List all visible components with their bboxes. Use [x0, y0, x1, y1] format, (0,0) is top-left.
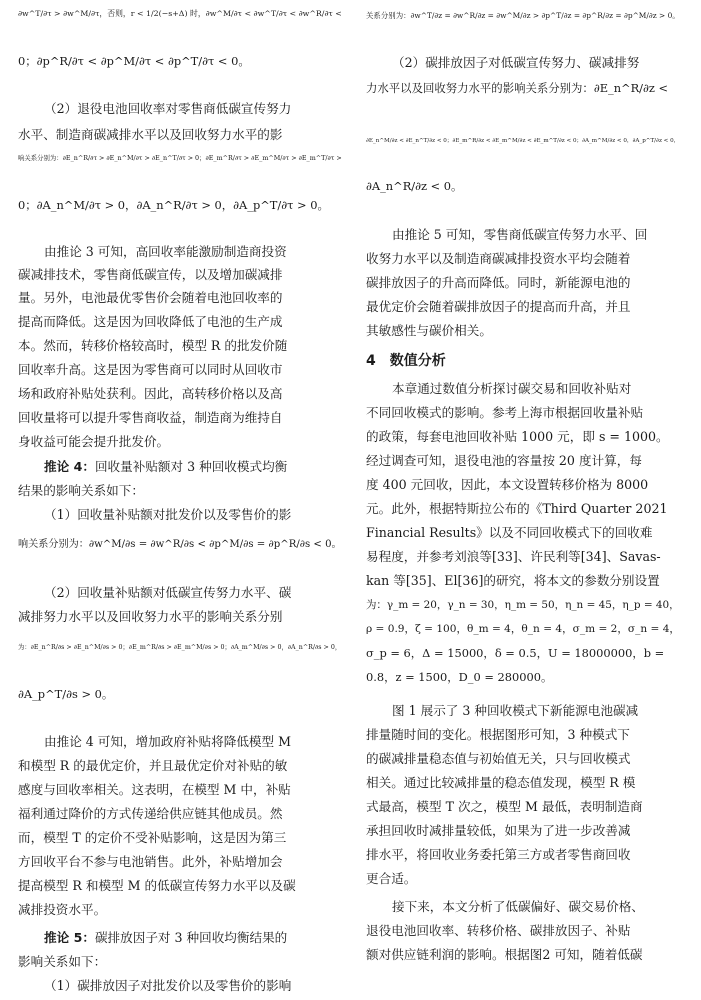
line-text: 影响关系如下： — [18, 954, 107, 969]
text-line — [366, 871, 686, 887]
line-text: 而，模型 T 的定价不受补贴影响，这是因为第三 — [18, 830, 287, 845]
corollary-label: 推论 4： — [44, 459, 95, 474]
text-line — [366, 727, 686, 743]
equation-line — [366, 645, 686, 661]
line-text: 最优定价会随着碳排放因子的提高而升高，并且 — [366, 299, 631, 314]
text-line — [366, 751, 686, 767]
line-text: （2）退役电池回收率对零售商低碳宣传努力 — [44, 101, 292, 116]
line-text: 为：∂E_n^R/∂s > ∂E_n^M/∂s > 0；∂E_m^R/∂s > ∂E_m^M/∂s > 0；∂A_m^M/∂s > 0，∂A_n^R/∂s > 0， — [18, 644, 342, 651]
text-line — [18, 782, 348, 798]
equation-line — [18, 6, 348, 22]
line-text: （2）碳排放因子对低碳宣传努力、碳减排努 — [392, 55, 640, 70]
line-text: 响关系分别为：∂w^M/∂s = ∂w^R/∂s < ∂p^M/∂s = ∂p^R/∂s < 0。 — [18, 539, 342, 550]
equation-line — [366, 669, 686, 685]
line-text: 更合适。 — [366, 871, 417, 886]
text-line — [18, 930, 348, 946]
line-text: 场和政府补贴处获利。因此，高转移价格以及高 — [18, 386, 283, 401]
text-line — [366, 573, 686, 589]
text-line — [18, 978, 348, 994]
line-text: 的政策，每套电池回收补贴 1000 元，即 s = 1000。 — [366, 429, 669, 444]
line-text: 关系分别为：∂w^T/∂z = ∂w^R/∂z = ∂w^M/∂z > ∂p^T/∂z = ∂p^R/∂z = ∂p^M/∂z > 0。 — [366, 11, 680, 20]
line-text: ∂A_p^T/∂s > 0。 — [18, 687, 114, 701]
equation-line — [366, 80, 686, 96]
line-text: 结果的影响关系如下： — [18, 483, 144, 498]
line-text: 其敏感性与碳价相关。 — [366, 323, 492, 338]
line-text: 排量随时间的变化。根据图形可知，3 种模式下 — [366, 727, 630, 742]
line-text: 感度与回收率相关。这表明，在模型 M 中，补贴 — [18, 782, 291, 797]
line-text: σ_p = 6，Δ = 15000，δ = 0.5，U = 18000000，b = — [366, 646, 665, 660]
text-line — [366, 899, 686, 915]
equation-line — [18, 537, 348, 553]
text-line — [366, 227, 686, 243]
text-line — [18, 758, 348, 774]
line-text: ∂E_n^M/∂z < ∂E_n^T/∂z < 0；∂E_m^R/∂z < ∂E_m^M/∂z < ∂E_m^T/∂z < 0；∂A_m^M/∂z < 0，∂A_p^T/∂z < 0， — [366, 138, 680, 144]
equation-line — [18, 150, 348, 166]
text-line — [18, 878, 348, 894]
line-text: （1）碳排放因子对批发价以及零售价的影响 — [44, 978, 292, 993]
equation-line — [366, 133, 686, 149]
section-heading — [366, 353, 686, 369]
text-line — [18, 507, 348, 523]
line-text: 不同回收模式的影响。参考上海市根据回收量补贴 — [366, 405, 644, 420]
line-text: ∂w^T/∂τ > ∂w^M/∂τ，否则，r < 1/2(−s+Δ) 时，∂w^M/∂τ < ∂w^T/∂τ < ∂w^R/∂τ < — [18, 9, 342, 18]
line-text: 身收益可能会提升批发价。 — [18, 434, 170, 449]
line-text: 式最高，模型 T 次之，模型 M 最低，表明制造商 — [366, 799, 643, 814]
text-line — [18, 267, 348, 283]
text-line — [366, 477, 686, 493]
corollary-label: 推论 5： — [44, 930, 95, 945]
line-text: 回收率升高。这是因为零售商可以同时从回收市 — [18, 362, 283, 377]
line-text: 碳排放因子的升高而降低。同时，新能源电池的 — [366, 275, 631, 290]
line-text: 度 400 元回收，因此，本文设置转移价格为 8000 — [366, 477, 649, 492]
text-line — [366, 549, 686, 565]
line-text: 排水平，将回收业务委托第三方或者零售商回收 — [366, 847, 631, 862]
text-line — [18, 830, 348, 846]
text-line — [366, 251, 686, 267]
text-line — [366, 429, 686, 445]
text-line — [18, 609, 348, 625]
text-line — [18, 806, 348, 822]
text-line — [366, 55, 686, 71]
text-line — [366, 823, 686, 839]
line-text: 碳减排技术，零售商低碳宣传，以及增加碳减排 — [18, 267, 283, 282]
text-line — [18, 101, 348, 117]
line-text: 提高模型 R 和模型 M 的低碳宣传努力水平以及碳 — [18, 878, 296, 893]
equation-line — [18, 197, 348, 213]
text-line — [366, 299, 686, 315]
line-text: 水平、制造商碳减排水平以及回收努力水平的影 — [18, 127, 283, 142]
line-text: ∂A_n^R/∂z < 0。 — [366, 179, 463, 193]
line-text: （1）回收量补贴额对批发价以及零售价的影 — [44, 507, 292, 522]
line-text: 0；∂p^R/∂τ < ∂p^M/∂τ < ∂p^T/∂τ < 0。 — [18, 54, 250, 68]
text-line — [366, 381, 686, 397]
text-line — [18, 386, 348, 402]
text-line — [366, 453, 686, 469]
text-line — [18, 127, 348, 143]
line-text: 回收量补贴额对 3 种回收模式均衡 — [94, 459, 288, 474]
line-text: 回收量将可以提升零售商收益，制造商为维持自 — [18, 410, 283, 425]
text-line — [18, 954, 348, 970]
text-line — [366, 923, 686, 939]
text-line — [18, 854, 348, 870]
line-text: 承担回收时减排量较低，如果为了进一步改善减 — [366, 823, 631, 838]
line-text: 收努力水平以及制造商碳减排投资水平均会随着 — [366, 251, 631, 266]
text-line — [18, 483, 348, 499]
line-text: 4 数值分析 — [366, 353, 446, 369]
text-line — [366, 405, 686, 421]
equation-line — [366, 597, 686, 613]
line-text: ρ = 0.9，ζ = 100，θ_m = 4，θ_n = 4，σ_m = 2，σ_n = 4， — [366, 623, 680, 635]
text-line — [366, 847, 686, 863]
line-text: 本章通过数值分析探讨碳交易和回收补贴对 — [392, 381, 632, 396]
line-text: 响关系分别为：∂E_n^R/∂τ > ∂E_n^M/∂τ > ∂E_n^T/∂τ > 0；∂E_m^R/∂τ > ∂E_m^M/∂τ > ∂E_m^T/∂τ > — [18, 154, 342, 162]
text-line — [18, 410, 348, 426]
line-text: 额对供应链利润的影响。根据图2 可知，随着低碳 — [366, 947, 643, 962]
line-text: kan 等[35]、El[36]的研究，将本文的参数分别设置 — [366, 573, 660, 588]
text-line — [18, 734, 348, 750]
text-line — [366, 275, 686, 291]
equation-line — [18, 640, 348, 656]
text-line — [366, 525, 686, 541]
equation-line — [366, 621, 686, 637]
text-line — [366, 947, 686, 963]
text-line — [18, 902, 348, 918]
line-text: 相关。通过比较减排量的稳态值发现，模型 R 模 — [366, 775, 636, 790]
line-text: 力水平以及回收努力水平的影响关系分别为：∂E_n^R/∂z < — [366, 81, 669, 95]
line-text: 接下来，本文分析了低碳偏好、碳交易价格、 — [392, 899, 644, 914]
text-line — [18, 585, 348, 601]
text-line — [18, 459, 348, 475]
line-text: 由推论 3 可知，高回收率能激励制造商投资 — [44, 244, 287, 259]
line-text: 0.8，z = 1500，D_0 = 280000。 — [366, 670, 553, 684]
text-line — [18, 338, 348, 354]
line-text: 减排投资水平。 — [18, 902, 107, 917]
text-line — [366, 799, 686, 815]
line-text: 方回收平台不参与电池销售。此外，补贴增加会 — [18, 854, 283, 869]
text-line — [18, 244, 348, 260]
line-text: 本。然而，转移价格较高时，模型 R 的批发价随 — [18, 338, 288, 353]
line-text: 易程度，并参考刘浪等[33]、许民利等[34]、Savas- — [366, 549, 661, 564]
line-text: Financial Results》以及不同回收模式下的回收难 — [366, 525, 653, 540]
line-text: 由推论 4 可知，增加政府补贴将降低模型 M — [44, 734, 292, 749]
line-text: 由推论 5 可知，零售商低碳宣传努力水平、回 — [392, 227, 648, 242]
line-text: 退役电池回收率、转移价格、碳排放因子、补贴 — [366, 923, 631, 938]
text-line — [366, 323, 686, 339]
text-line — [366, 775, 686, 791]
line-text: 的碳减排量稳态值与初始值无关，只与回收模式 — [366, 751, 631, 766]
text-line — [366, 501, 686, 517]
line-text: 量。另外，电池最优零售价会随着电池回收率的 — [18, 290, 283, 305]
text-line — [18, 314, 348, 330]
line-text: 和模型 R 的最优定价，并且最优定价对补贴的敏 — [18, 758, 288, 773]
equation-line — [18, 53, 348, 69]
line-text: 图 1 展示了 3 种回收模式下新能源电池碳减 — [392, 703, 639, 718]
line-text: 碳排放因子对 3 种回收均衡结果的 — [94, 930, 288, 945]
line-text: 元。此外，根据特斯拉公布的《Third Quarter 2021 — [366, 501, 668, 516]
line-text: 0；∂A_n^M/∂τ > 0，∂A_n^R/∂τ > 0，∂A_p^T/∂τ > 0。 — [18, 198, 329, 212]
equation-line — [366, 8, 686, 24]
line-text: 福利通过降价的方式传递给供应链其他成员。然 — [18, 806, 283, 821]
line-text: 经过调查可知，退役电池的容量按 20 度计算，每 — [366, 453, 642, 468]
equation-line — [18, 686, 348, 702]
line-text: （2）回收量补贴额对低碳宣传努力水平、碳 — [44, 585, 292, 600]
text-line — [18, 290, 348, 306]
text-line — [18, 362, 348, 378]
equation-line — [366, 178, 686, 194]
line-text: 为：γ_m = 20，γ_n = 30，η_m = 50，η_n = 45，η_p = 40， — [366, 599, 680, 611]
line-text: 减排努力水平以及回收努力水平的影响关系分别 — [18, 609, 283, 624]
text-line — [366, 703, 686, 719]
line-text: 提高而降低。这是因为回收降低了电池的生产成 — [18, 314, 283, 329]
text-line — [18, 434, 348, 450]
